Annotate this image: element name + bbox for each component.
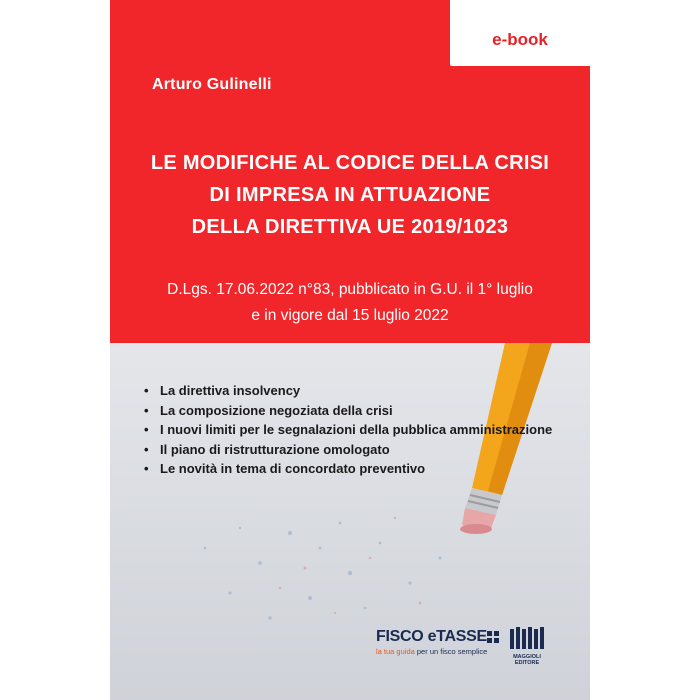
- eraser-crumbs: [204, 517, 442, 620]
- tagline-highlight: la tua guida: [376, 647, 415, 656]
- author-name: Arturo Gulinelli: [152, 76, 272, 93]
- list-item: • Il piano di ristrutturazione omologato: [144, 440, 552, 460]
- book-subtitle: [110, 277, 590, 329]
- imprint-line: MAGGIOLI: [513, 654, 541, 660]
- list-item: • La composizione negoziata della crisi: [144, 401, 552, 421]
- list-item: • Le novità in tema di concordato preventivo: [144, 459, 552, 479]
- publisher-logos: [110, 622, 590, 700]
- cover-photo: [110, 343, 590, 700]
- title-line: LE MODIFICHE AL CODICE DELLA CRISI: [150, 152, 550, 174]
- brand-word: FISCO: [376, 628, 424, 645]
- subtitle-line: D.Lgs. 17.06.2022 n°83, pubblicato in G.U. il 1° luglio: [167, 281, 533, 298]
- eraser-crumbs-pink: [279, 557, 422, 614]
- ebook-badge: [450, 0, 590, 66]
- imprint-line: EDITORE: [514, 660, 540, 666]
- ebook-badge-label: e-book: [492, 30, 548, 49]
- brand-grid-icon: [487, 631, 499, 643]
- subtitle-line: e in vigore dal 15 luglio 2022: [251, 307, 449, 324]
- brand-word: eTASSE: [427, 628, 487, 645]
- maggioli-mark-icon: [510, 627, 544, 649]
- list-item: • La direttiva insolvency: [144, 381, 552, 401]
- contents-list: [144, 381, 552, 479]
- fiscoetasse-logo: [376, 628, 487, 656]
- cover-red-panel: [110, 0, 590, 343]
- title-line: DELLA DIRETTIVA UE 2019/1023: [191, 216, 509, 238]
- title-line: DI IMPRESA IN ATTUAZIONE: [209, 184, 491, 206]
- maggioli-logo: [507, 627, 547, 666]
- book-title: [110, 147, 590, 243]
- book-cover: [110, 0, 590, 700]
- list-item: • I nuovi limiti per le segnalazioni della pubblica amministrazione: [144, 420, 552, 440]
- tagline-rest: per un fisco semplice: [416, 647, 488, 656]
